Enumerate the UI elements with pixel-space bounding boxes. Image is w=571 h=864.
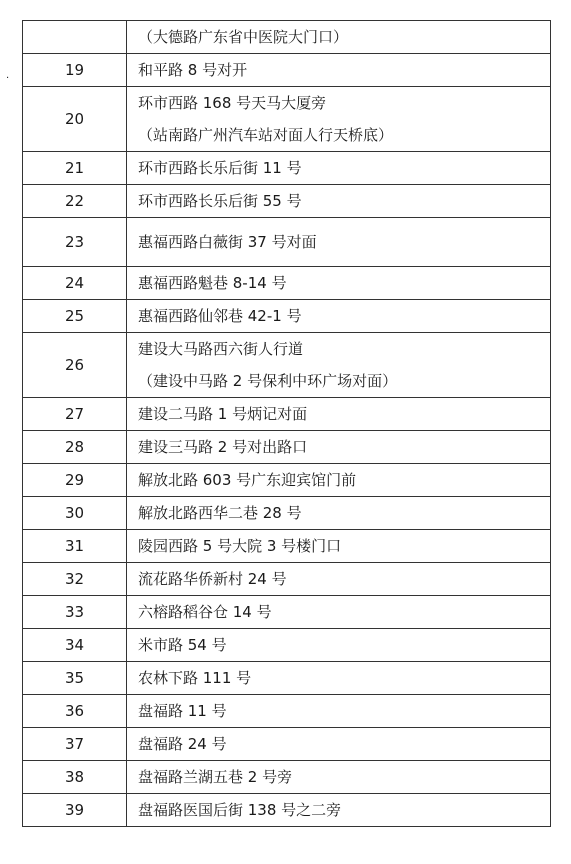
table-row	[23, 596, 551, 629]
address-cell	[127, 695, 551, 728]
row-number: 35	[23, 662, 127, 695]
address-line: （建设中马路 2 号保利中环广场对面）	[138, 372, 398, 390]
row-number: 37	[23, 728, 127, 761]
row-number: 28	[23, 431, 127, 464]
table-row	[23, 333, 551, 398]
address-line: 解放北路西华二巷 28 号	[138, 504, 302, 522]
row-number	[23, 21, 127, 54]
address-line: 建设二马路 1 号炳记对面	[138, 405, 308, 423]
address-line: 盘福路 24 号	[138, 735, 227, 753]
address-cell	[127, 333, 551, 398]
address-cell	[127, 761, 551, 794]
address-cell	[127, 497, 551, 530]
address-cell	[127, 185, 551, 218]
address-line: 惠福西路仙邻巷 42-1 号	[138, 307, 302, 325]
table-row	[23, 761, 551, 794]
address-line: 建设三马路 2 号对出路口	[138, 438, 308, 456]
row-number: 19	[23, 54, 127, 87]
row-number: 38	[23, 761, 127, 794]
address-line: 盘福路医国后街 138 号之二旁	[138, 801, 342, 819]
row-number: 33	[23, 596, 127, 629]
address-line: （大德路广东省中医院大门口）	[138, 28, 349, 46]
address-cell	[127, 267, 551, 300]
address-cell	[127, 662, 551, 695]
address-cell	[127, 431, 551, 464]
address-cell	[127, 563, 551, 596]
address-line: 流花路华侨新村 24 号	[138, 570, 287, 588]
address-cell	[127, 530, 551, 563]
table-row	[23, 530, 551, 563]
row-number: 20	[23, 87, 127, 152]
table-row	[23, 629, 551, 662]
row-number: 27	[23, 398, 127, 431]
row-number: 25	[23, 300, 127, 333]
row-number: 31	[23, 530, 127, 563]
row-number: 21	[23, 152, 127, 185]
table-row	[23, 497, 551, 530]
row-number: 34	[23, 629, 127, 662]
table-row	[23, 662, 551, 695]
stray-dot-mark: ·	[6, 73, 10, 84]
address-line: 环市西路长乐后街 11 号	[138, 159, 302, 177]
address-line: 农林下路 111 号	[138, 669, 252, 687]
row-number: 32	[23, 563, 127, 596]
table-row	[23, 152, 551, 185]
row-number: 36	[23, 695, 127, 728]
address-cell	[127, 300, 551, 333]
table-row	[23, 87, 551, 152]
table-row	[23, 54, 551, 87]
table-row	[23, 398, 551, 431]
address-line: 盘福路兰湖五巷 2 号旁	[138, 768, 293, 786]
address-cell	[127, 398, 551, 431]
address-line: 环市西路长乐后街 55 号	[138, 192, 302, 210]
table-row	[23, 185, 551, 218]
table-row	[23, 464, 551, 497]
address-line: 惠福西路白薇街 37 号对面	[138, 233, 317, 251]
row-number: 22	[23, 185, 127, 218]
address-cell	[127, 728, 551, 761]
address-line: 环市西路 168 号天马大厦旁	[138, 94, 327, 112]
address-cell	[127, 152, 551, 185]
address-line: 解放北路 603 号广东迎宾馆门前	[138, 471, 357, 489]
row-number: 26	[23, 333, 127, 398]
table-row	[23, 218, 551, 267]
address-cell	[127, 794, 551, 827]
row-number: 30	[23, 497, 127, 530]
address-line: 六榕路稻谷仓 14 号	[138, 603, 272, 621]
table-row	[23, 21, 551, 54]
row-number: 23	[23, 218, 127, 267]
address-cell	[127, 54, 551, 87]
address-line: （站南路广州汽车站对面人行天桥底）	[138, 126, 394, 144]
table-row	[23, 267, 551, 300]
address-cell	[127, 218, 551, 267]
address-cell	[127, 596, 551, 629]
address-cell	[127, 629, 551, 662]
table-row	[23, 431, 551, 464]
address-line: 陵园西路 5 号大院 3 号楼门口	[138, 537, 342, 555]
address-line: 惠福西路魁巷 8-14 号	[138, 274, 287, 292]
address-line: 盘福路 11 号	[138, 702, 227, 720]
address-line: 和平路 8 号对开	[138, 61, 248, 79]
address-cell	[127, 87, 551, 152]
address-line: 米市路 54 号	[138, 636, 227, 654]
table-row	[23, 728, 551, 761]
address-cell	[127, 464, 551, 497]
table-row	[23, 300, 551, 333]
table-row	[23, 794, 551, 827]
address-line: 建设大马路西六街人行道	[138, 340, 304, 358]
row-number: 24	[23, 267, 127, 300]
table-row	[23, 695, 551, 728]
row-number: 39	[23, 794, 127, 827]
table-row	[23, 563, 551, 596]
address-cell	[127, 21, 551, 54]
row-number: 29	[23, 464, 127, 497]
address-table	[22, 20, 551, 827]
